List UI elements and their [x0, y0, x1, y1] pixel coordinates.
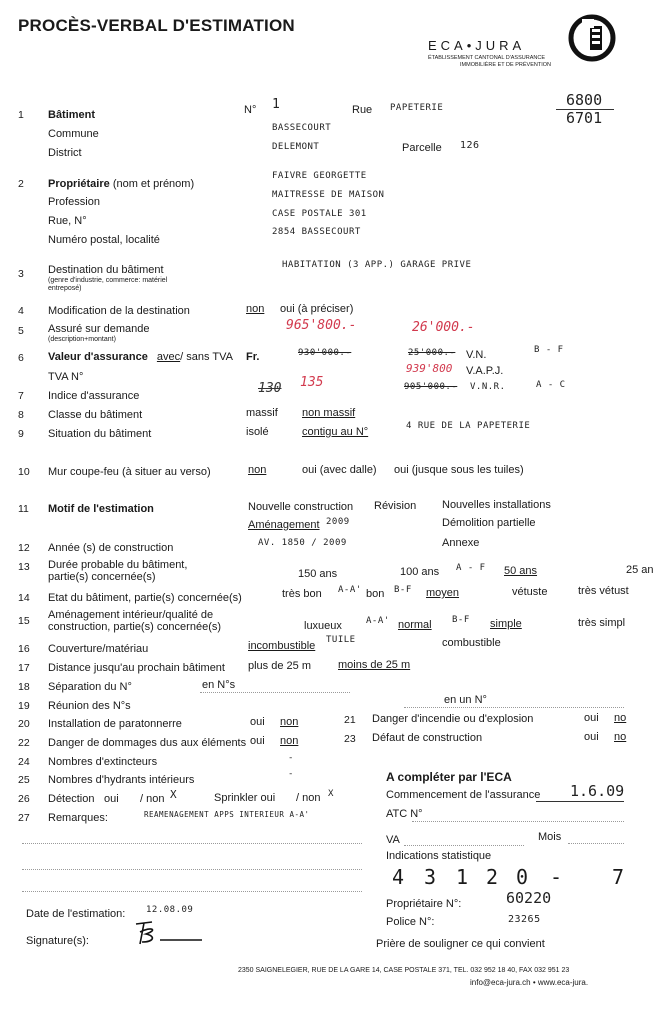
option-moins-25m[interactable]: moins de 25 m: [338, 659, 411, 671]
label-atc: ATC N°: [386, 808, 423, 820]
option-moyen[interactable]: moyen: [426, 587, 460, 599]
label-commencement: Commencement de l'assurance: [386, 789, 541, 801]
mark-sprinkler: X: [328, 789, 334, 799]
field-valeur-old[interactable]: 930'000.-: [298, 348, 352, 358]
stat-digit[interactable]: -: [550, 865, 563, 889]
field-annee-construction[interactable]: AV. 1850 / 2009: [258, 538, 347, 548]
label-profession: Profession: [48, 196, 100, 208]
row-number: 19: [18, 700, 30, 712]
option-150-ans[interactable]: 150 ans: [298, 568, 338, 580]
row-number: 5: [18, 325, 24, 337]
field-extincteurs[interactable]: -: [288, 753, 294, 763]
label-danger-elements: Danger de dommages dus aux éléments: [48, 737, 247, 749]
option-contigu[interactable]: contigu au N°: [302, 426, 369, 438]
logo-name: ECA•JURA: [428, 38, 526, 53]
label-amenagement-1: Aménagement intérieur/qualité de: [48, 609, 214, 621]
label-duree-2: partie(s) concernée(s): [48, 571, 156, 583]
logo-subtitle-1: ÉTABLISSEMENT CANTONAL D'ASSURANCE: [428, 55, 545, 61]
row-number: 3: [18, 268, 24, 280]
option-non[interactable]: no: [614, 731, 627, 743]
label-distance: Distance jusqu'au prochain bâtiment: [48, 662, 225, 674]
label-mur-coupe-feu: Mur coupe-feu (à situer au verso): [48, 466, 211, 478]
field-date-estimation[interactable]: 12.08.09: [146, 905, 194, 915]
field-destination[interactable]: HABITATION (3 APP.) GARAGE PRIVE: [282, 260, 472, 270]
field-rue[interactable]: PAPETERIE: [390, 103, 444, 113]
label-remarques: Remarques:: [48, 812, 108, 824]
row-number: 9: [18, 428, 24, 440]
field-commencement[interactable]: 1.6.09: [570, 782, 625, 800]
field-rue-no[interactable]: CASE POSTALE 301: [272, 209, 367, 219]
field-etat-1[interactable]: A-A': [338, 585, 362, 595]
stat-digit[interactable]: 1: [456, 865, 469, 889]
label-paratonnerre: Installation de paratonnerre: [48, 718, 182, 730]
option-sprinkler-non[interactable]: / non: [296, 792, 321, 804]
label-vapj: V.A.P.J.: [466, 365, 504, 377]
option-100-ans[interactable]: 100 ans: [400, 566, 440, 578]
field-proprietaire-no[interactable]: 60220: [506, 889, 552, 907]
field-indice-new[interactable]: 135: [300, 375, 324, 390]
label-indications-statistique: Indications statistique: [386, 850, 492, 862]
label-tva-no: TVA N°: [48, 371, 84, 383]
field-etat-2[interactable]: B-F: [394, 585, 412, 595]
row-number: 16: [18, 643, 30, 655]
field-district[interactable]: DELEMONT: [272, 142, 320, 152]
row-number: 12: [18, 542, 30, 554]
row-number: 22: [18, 737, 30, 749]
field-vapj-value[interactable]: 939'800: [406, 362, 453, 375]
option-detection-oui[interactable]: oui: [104, 793, 119, 805]
logo-subtitle-2: IMMOBILIÈRE ET DE PRÉVENTION: [460, 62, 551, 68]
option-amenagement[interactable]: Aménagement: [248, 519, 320, 531]
label-extincteurs: Nombres d'extincteurs: [48, 756, 158, 768]
page-title: PROCÈS-VERBAL D'ESTIMATION: [18, 16, 295, 35]
note-souligner: Prière de souligner ce qui convient: [376, 938, 545, 950]
label-batiment: Bâtiment: [48, 109, 96, 121]
option-plus-25m[interactable]: plus de 25 m: [248, 660, 311, 672]
mark-detection: X: [170, 788, 177, 801]
row-number: 26: [18, 793, 30, 805]
label-police-no: Police N°:: [386, 916, 435, 928]
field-profession[interactable]: MAITRESSE DE MAISON: [272, 190, 385, 200]
field-valeur2-old[interactable]: 25'000.-: [408, 348, 456, 358]
row-number: 25: [18, 774, 30, 786]
field-vn[interactable]: B - F: [534, 345, 564, 355]
option-oui[interactable]: oui: [584, 731, 599, 743]
option-annexe[interactable]: Annexe: [442, 537, 480, 549]
label-npa: Numéro postal, localité: [48, 234, 160, 246]
option-non[interactable]: no: [614, 712, 627, 724]
field-contigu[interactable]: 4 RUE DE LA PAPETERIE: [406, 421, 531, 431]
label-reunion: Réunion des N°s: [48, 700, 131, 712]
footer-contact: info@eca-jura.ch • www.eca-jura.: [470, 978, 589, 987]
option-oui[interactable]: oui: [250, 716, 265, 728]
label-mois: Mois: [538, 831, 562, 843]
field-amenagement-1[interactable]: A-A': [366, 616, 390, 626]
option-25-ans[interactable]: 25 an: [626, 564, 654, 576]
label-situation: Situation du bâtiment: [48, 428, 152, 440]
option-bon[interactable]: bon: [366, 588, 385, 600]
field-assure-value-2[interactable]: 26'000.-: [412, 320, 475, 335]
label-proprietaire: [48, 178, 194, 191]
row-number: 17: [18, 662, 30, 674]
stat-digit[interactable]: 2: [486, 865, 499, 889]
label-parcelle: Parcelle: [402, 142, 442, 154]
option-nouvelle-construction[interactable]: Nouvelle construction: [248, 501, 354, 513]
row-number: 10: [18, 466, 30, 478]
option-oui-tuiles[interactable]: oui (jusque sous les tuiles): [394, 464, 524, 476]
label-rue-no: Rue, N°: [48, 215, 87, 227]
option-massif[interactable]: massif: [246, 407, 278, 419]
signature-image: [130, 918, 206, 948]
option-revision[interactable]: Révision: [374, 500, 417, 512]
label-reunion-en: en un N°: [444, 694, 487, 706]
label-valeur-title: Valeur d'assurance: [48, 351, 148, 363]
option-non[interactable]: non: [280, 716, 299, 728]
stat-digit[interactable]: 4: [392, 865, 405, 889]
label-duree-1: Durée probable du bâtiment,: [48, 559, 188, 571]
row-number: 11: [18, 503, 29, 515]
option-sans-tva[interactable]: / sans TVA: [180, 351, 233, 363]
field-assure-value-1[interactable]: 965'800.-: [286, 318, 357, 333]
row-number: 27: [18, 812, 30, 824]
label-signature: Signature(s):: [26, 935, 89, 947]
label-va: VA: [386, 834, 400, 846]
label-proprietaire-suffix: (nom et prénom): [112, 178, 195, 190]
row-number: 13: [18, 561, 30, 573]
label-danger-incendie: Danger d'incendie ou d'explosion: [372, 713, 534, 725]
option-oui[interactable]: oui: [250, 735, 265, 747]
row-number: 24: [18, 756, 30, 768]
field-commune[interactable]: BASSECOURT: [272, 123, 332, 133]
label-separation: Séparation du N°: [48, 681, 132, 693]
label-district: District: [48, 147, 82, 159]
row-number: 6: [18, 352, 24, 364]
field-parcelle[interactable]: 126: [460, 140, 480, 151]
hint-assure-demande: (description+montant): [48, 336, 116, 343]
label-destination: Destination du bâtiment: [48, 264, 164, 276]
option-sprinkler-oui[interactable]: Sprinkler oui: [214, 792, 276, 804]
label-amenagement-2: construction, partie(s) concernée(s): [48, 621, 222, 633]
label-classe: Classe du bâtiment: [48, 409, 143, 421]
label-motif: Motif de l'estimation: [48, 503, 154, 515]
label-commune: Commune: [48, 128, 99, 140]
label-etat: Etat du bâtiment, partie(s) concernée(s): [48, 592, 242, 604]
label-assure-demande: Assuré sur demande: [48, 323, 150, 335]
hint-destination: (genre d'industrie, commerce: matériel entreposé): [48, 277, 168, 292]
field-amenagement-2[interactable]: B-F: [452, 615, 470, 625]
field-remarques[interactable]: REAMENAGEMENT APPS INTERIEUR A-A': [144, 810, 310, 819]
row-number: 2: [18, 178, 24, 190]
box-top-value: 6800: [566, 91, 603, 109]
field-indice-old[interactable]: 130: [258, 381, 282, 396]
field-proprietaire[interactable]: FAIVRE GEORGETTE: [272, 171, 367, 181]
eca-jura-logo: [420, 12, 620, 82]
label-vnr: V.N.R.: [470, 382, 506, 392]
field-police-no[interactable]: 23265: [508, 914, 541, 925]
label-vn: V.N.: [466, 349, 487, 361]
option-isole[interactable]: isolé: [246, 426, 269, 438]
option-oui-preciser[interactable]: oui (à préciser): [280, 303, 354, 315]
row-number: 18: [18, 681, 30, 693]
row-number: 23: [344, 733, 356, 745]
label-separation-en: en N°s: [202, 679, 236, 691]
option-demolition-partielle[interactable]: Démolition partielle: [442, 517, 536, 529]
option-tres-bon[interactable]: très bon: [282, 588, 322, 600]
option-oui[interactable]: oui: [584, 712, 599, 724]
label-hydrants: Nombres d'hydrants intérieurs: [48, 774, 195, 786]
option-incombustible[interactable]: incombustible: [248, 640, 316, 652]
stat-digit[interactable]: 7: [612, 865, 625, 889]
stat-digit[interactable]: 0: [516, 865, 529, 889]
label-couverture: Couverture/matériau: [48, 643, 149, 655]
row-number: 8: [18, 409, 24, 421]
field-vnr-old[interactable]: 905'000.-: [404, 382, 458, 392]
row-number: 14: [18, 592, 30, 604]
row-number: 4: [18, 305, 24, 317]
option-tres-simple[interactable]: très simpl: [578, 617, 626, 629]
label-proprietaire-title: Propriétaire: [48, 178, 110, 190]
option-tres-vetuste[interactable]: très vétust: [578, 585, 629, 597]
field-duree[interactable]: A - F: [456, 563, 486, 573]
eca-title: A compléter par l'ECA: [386, 770, 512, 784]
option-luxueux[interactable]: luxueux: [304, 620, 342, 632]
box-bottom-value: 6701: [566, 109, 603, 127]
label-fr: Fr.: [246, 351, 260, 363]
field-no[interactable]: 1: [272, 97, 280, 112]
option-non[interactable]: non: [280, 735, 299, 747]
footer-address: 2350 SAIGNELEGIER, RUE DE LA GARE 14, CASE POSTALE 371, TEL. 032 952 18 40, FAX 032 951 23: [238, 967, 570, 974]
row-number: 15: [18, 615, 30, 627]
field-amenagement-annee[interactable]: 2009: [326, 517, 350, 527]
option-50-ans[interactable]: 50 ans: [504, 565, 538, 577]
label-proprietaire-no: Propriétaire N°:: [386, 898, 462, 910]
row-number: 20: [18, 718, 30, 730]
label-rue: Rue: [352, 104, 373, 116]
field-couverture[interactable]: TUILE: [326, 635, 356, 645]
row-number: 1: [18, 109, 24, 121]
label-annee-construction: Année (s) de construction: [48, 542, 174, 554]
option-non-massif[interactable]: non massif: [302, 407, 356, 419]
option-combustible[interactable]: combustible: [442, 637, 501, 649]
option-nouvelles-installations[interactable]: Nouvelles installations: [442, 499, 551, 511]
row-number: 7: [18, 390, 24, 402]
option-normal[interactable]: normal: [398, 619, 432, 631]
field-npa[interactable]: 2854 BASSECOURT: [272, 227, 361, 237]
option-vetuste[interactable]: vétuste: [512, 586, 548, 598]
option-avec[interactable]: avec: [156, 351, 181, 363]
label-indice: Indice d'assurance: [48, 390, 140, 402]
label-detection: Détection: [48, 793, 95, 805]
label-defaut-construction: Défaut de construction: [372, 732, 483, 744]
row-number: 21: [344, 714, 356, 726]
label-no: N°: [244, 104, 257, 116]
field-vnr[interactable]: A - C: [536, 380, 566, 390]
crozier-emblem-icon: [568, 14, 616, 62]
label-date-estimation: Date de l'estimation:: [26, 908, 126, 920]
label-valeur-assurance: [48, 351, 233, 364]
stat-digit[interactable]: 3: [424, 865, 437, 889]
field-hydrants[interactable]: -: [288, 769, 294, 779]
option-non[interactable]: non: [248, 464, 267, 476]
label-modification: Modification de la destination: [48, 305, 190, 317]
option-detection-non[interactable]: / non: [140, 793, 165, 805]
option-simple[interactable]: simple: [490, 618, 522, 630]
option-non[interactable]: non: [246, 303, 265, 315]
option-oui-dalle[interactable]: oui (avec dalle): [302, 464, 377, 476]
